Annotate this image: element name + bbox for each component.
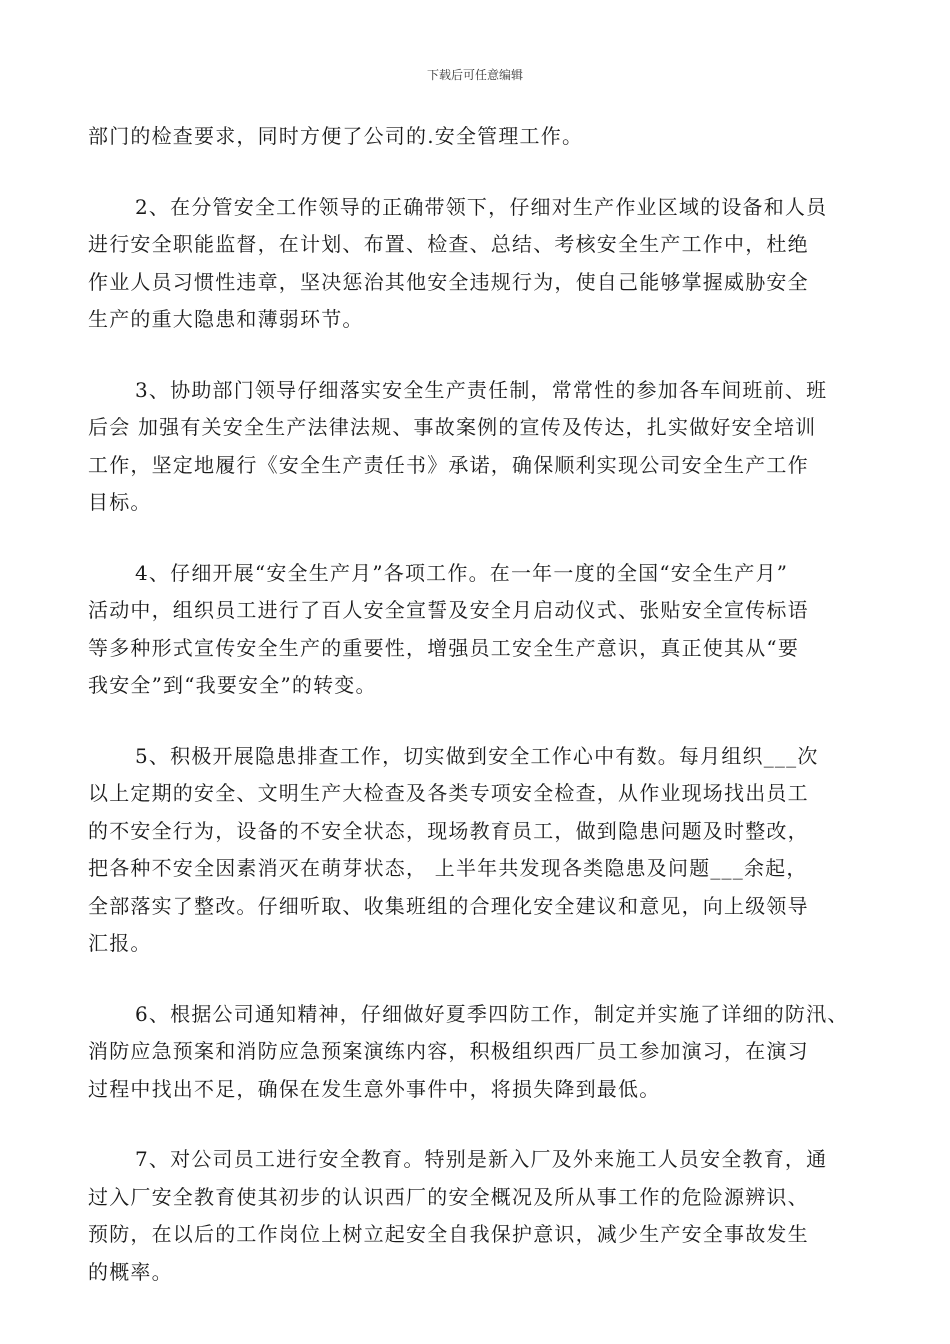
text-line: 2、在分管安全工作领导的正确带领下，仔细对生产作业区域的设备和人员 xyxy=(135,194,828,219)
text-line: 3、协助部门领导仔细落实安全生产责任制，常常性的参加各车间班前、班 xyxy=(135,377,828,402)
text-line: 部门的检查要求，同时方便了公司的.安全管理工作。 xyxy=(88,124,584,148)
text-line: 消防应急预案和消防应急预案演练内容，积极组织西厂员工参加演习，在演习 xyxy=(88,1039,809,1063)
text-line: 我安全”到“我要安全”的转变。 xyxy=(88,673,377,697)
text-line: 全部落实了整改。仔细听取、收集班组的合理化安全建议和意见，向上级领导 xyxy=(88,893,809,918)
text-line: 汇报。 xyxy=(88,931,152,955)
text-line: 活动中，组织员工进行了百人安全宣誓及安全月启动仪式、张贴安全宣传标语 xyxy=(88,598,809,622)
text-line: 的概率。 xyxy=(88,1259,173,1284)
text-line: 5、积极开展隐患排查工作，切实做到安全工作心中有数。每月组织___次 xyxy=(135,743,819,768)
text-line: 6、根据公司通知精神，仔细做好夏季四防工作，制定并实施了详细的防汛、 xyxy=(135,1001,849,1026)
text-line: 的不安全行为，设备的不安全状态，现场教育员工，做到隐患问题及时整改， xyxy=(88,818,809,843)
text-line: 过入厂安全教育使其初步的认识西厂的安全概况及所从事工作的危险源辨识、 xyxy=(88,1184,809,1209)
text-line: 作业人员习惯性违章，坚决惩治其他安全违规行为，使自己能够掌握威胁安全 xyxy=(88,269,809,294)
text-line: 等多种形式宣传安全生产的重要性，增强员工安全生产意识，真正使其从“要 xyxy=(88,635,800,660)
paragraph-4 xyxy=(88,555,873,705)
document-body xyxy=(88,118,873,1291)
text-line: 后会 加强有关安全生产法律法规、事故案例的宣传及传达，扎实做好安全培训 xyxy=(88,415,817,439)
paragraph-1 xyxy=(88,118,873,156)
text-line: 工作，坚定地履行《安全生产责任书》承诺，确保顺利实现公司安全生产工作 xyxy=(88,452,809,477)
text-line: 预防，在以后的工作岗位上树立起安全自我保护意识，减少生产安全事故发生 xyxy=(88,1222,809,1246)
paragraph-7 xyxy=(88,1141,873,1291)
page-header: 下载后可任意编辑 xyxy=(426,68,523,82)
text-line: 把各种不安全因素消灭在萌芽状态， 上半年共发现各类隐患及问题___余起， xyxy=(88,856,808,880)
paragraph-2 xyxy=(88,189,873,339)
text-line: 生产的重大隐患和薄弱环节。 xyxy=(88,307,364,331)
text-line: 进行安全职能监督，在计划、布置、检查、总结、考核安全生产工作中，杜绝 xyxy=(88,232,809,256)
text-line: 过程中找出不足，确保在发生意外事件中，将损失降到最低。 xyxy=(88,1076,661,1101)
text-line: 目标。 xyxy=(88,490,152,514)
paragraph-3 xyxy=(88,372,873,522)
text-line: 7、对公司员工进行安全教育。特别是新入厂及外来施工人员安全教育，通 xyxy=(135,1147,828,1171)
text-line: 以上定期的安全、文明生产大检查及各类专项安全检查，从作业现场找出员工 xyxy=(88,781,809,805)
paragraph-6 xyxy=(88,996,873,1109)
paragraph-5 xyxy=(88,738,873,963)
text-line: 4、仔细开展“安全生产月”各项工作。在一年一度的全国“安全生产月” xyxy=(135,560,789,585)
